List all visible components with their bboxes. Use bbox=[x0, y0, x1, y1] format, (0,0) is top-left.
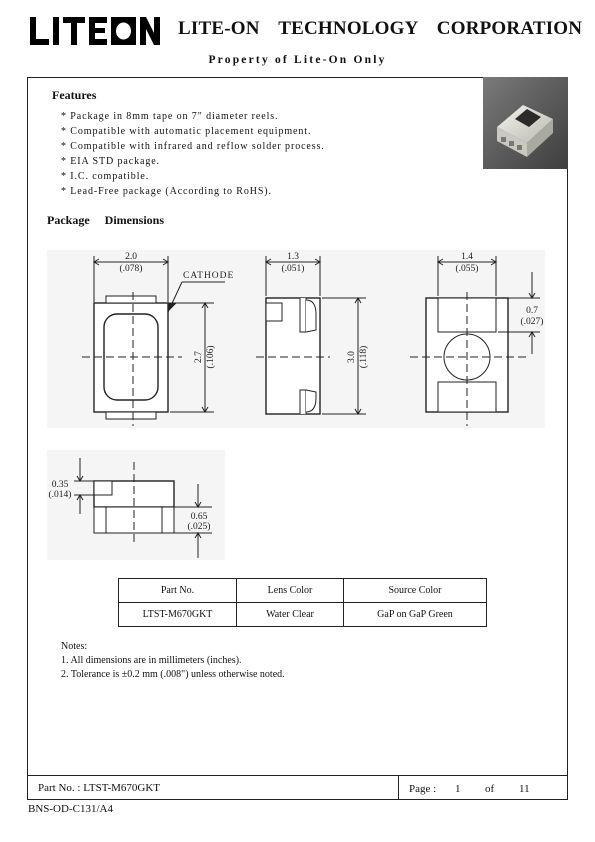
table-header: Source Color bbox=[344, 579, 487, 603]
top-height-label: 2.7 bbox=[194, 351, 204, 363]
lead-top-inch-label: (.014) bbox=[48, 490, 72, 500]
property-notice: Property of Lite-On Only bbox=[208, 54, 387, 66]
table-header: Lens Color bbox=[237, 579, 344, 603]
footer-part-number: Part No. : LTST-M670GKT bbox=[38, 782, 161, 794]
feature-item: * Lead-Free package (According to RoHS). bbox=[61, 186, 272, 197]
lead-top-label: 0.35 bbox=[51, 480, 69, 490]
table-cell: LTST-M670GKT bbox=[119, 603, 237, 627]
side-height-inch-label: (.118) bbox=[359, 345, 369, 369]
footer-page-info bbox=[409, 783, 530, 795]
table-header: Part No. bbox=[119, 579, 237, 603]
lead-side-label: 0.65 bbox=[190, 512, 208, 522]
bottom-width-inch-label: (.055) bbox=[455, 264, 479, 274]
table-header-row bbox=[119, 579, 487, 603]
part-table bbox=[118, 578, 487, 627]
package-dimensions-heading: Package Dimensions bbox=[47, 213, 164, 227]
side-width-label: 1.3 bbox=[287, 252, 299, 262]
feature-item: * Package in 8mm tape on 7" diameter reels. bbox=[61, 111, 279, 122]
feature-item: * Compatible with automatic placement equipment. bbox=[61, 126, 312, 137]
bottom-pad-inch-label: (.027) bbox=[520, 317, 544, 327]
top-width-inch-label: (.078) bbox=[119, 264, 143, 274]
document-code: BNS-OD-C131/A4 bbox=[28, 803, 113, 815]
side-height-label: 3.0 bbox=[347, 351, 357, 363]
bottom-width-label: 1.4 bbox=[461, 252, 473, 262]
note-item: 1. All dimensions are in millimeters (inches). bbox=[61, 655, 242, 666]
feature-item: * EIA STD package. bbox=[61, 156, 160, 167]
notes-title: Notes: bbox=[61, 641, 88, 652]
bottom-pad-label: 0.7 bbox=[526, 306, 538, 316]
cathode-label: CATHODE bbox=[183, 271, 235, 281]
features-heading: Features bbox=[52, 88, 97, 102]
top-width-label: 2.0 bbox=[125, 252, 137, 262]
feature-item: * I.C. compatible. bbox=[61, 171, 150, 182]
side-width-inch-label: (.051) bbox=[281, 264, 305, 274]
page-current: 1 bbox=[455, 783, 461, 795]
logo-text: LITEON bbox=[30, 14, 34, 15]
page-of: of bbox=[485, 783, 495, 795]
lead-side-inch-label: (.025) bbox=[187, 522, 211, 532]
feature-item: * Compatible with infrared and reflow solder process. bbox=[61, 141, 325, 152]
company-name: LITE-ON TECHNOLOGY CORPORATION bbox=[178, 18, 583, 39]
note-item: 2. Tolerance is ±0.2 mm (.008") unless otherwise noted. bbox=[61, 669, 285, 680]
table-cell: Water Clear bbox=[237, 603, 344, 627]
footer-divider bbox=[398, 776, 399, 800]
top-height-inch-label: (.106) bbox=[206, 345, 216, 369]
page-label: Page : bbox=[409, 783, 437, 795]
table-cell: GaP on GaP Green bbox=[344, 603, 487, 627]
table-row bbox=[119, 603, 487, 627]
page-total: 11 bbox=[519, 783, 530, 795]
